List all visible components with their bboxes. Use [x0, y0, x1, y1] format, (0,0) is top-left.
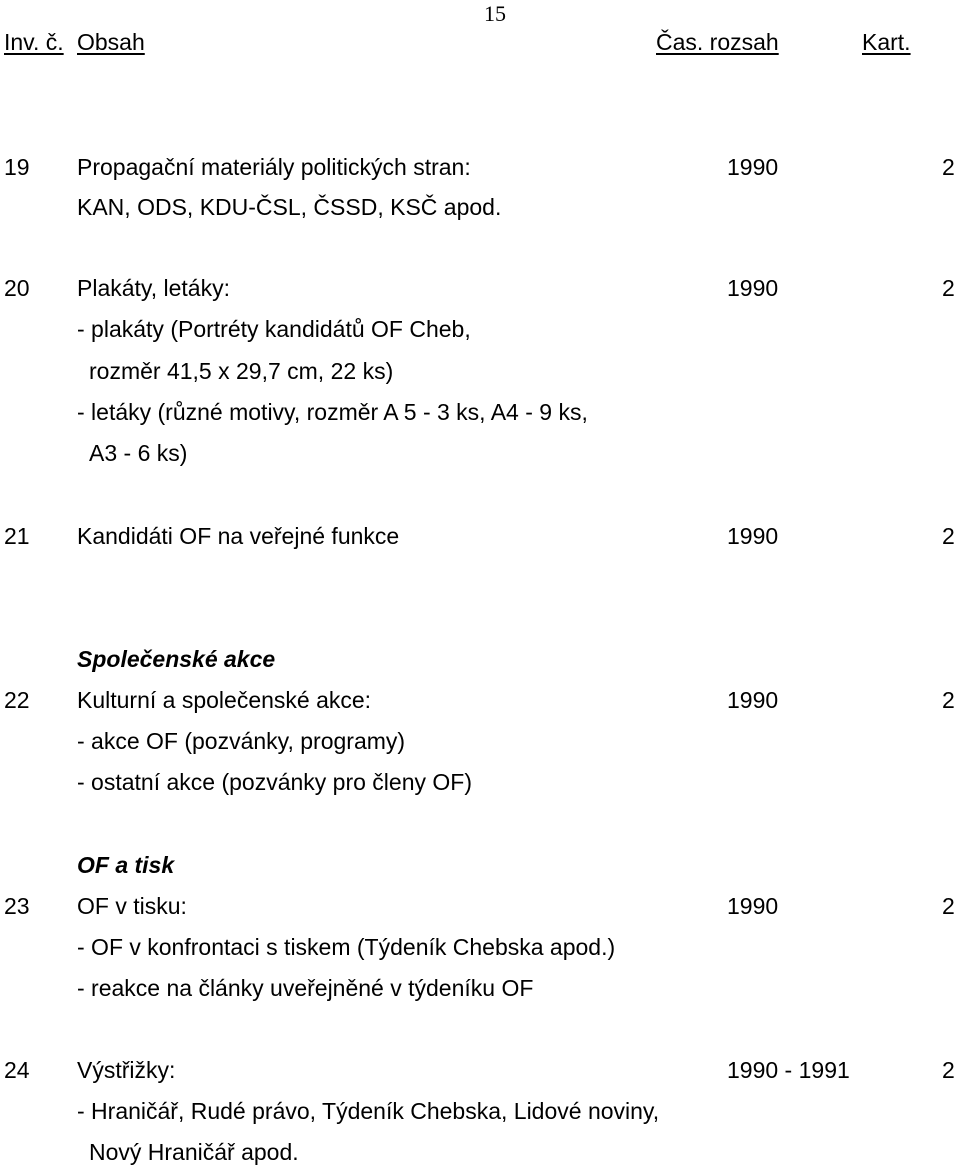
- entry-title: Kulturní a společenské akce:: [77, 687, 372, 713]
- entry-line: - letáky (různé motivy, rozměr A 5 - 3 ks, A4 - 9 ks,: [77, 399, 588, 425]
- entry-year: 1990: [727, 893, 779, 919]
- section-heading-spolecenske: Společenské akce: [77, 646, 276, 672]
- entry-number: 19: [4, 154, 30, 180]
- entry-number: 23: [4, 893, 30, 919]
- entry-number: 21: [4, 523, 30, 549]
- entry-kart: 2: [942, 687, 955, 713]
- entry-year: 1990: [727, 275, 779, 301]
- header-kart: Kart.: [862, 29, 911, 55]
- entry-title: Výstřižky:: [77, 1057, 176, 1083]
- header-inv: Inv. č.: [4, 29, 64, 55]
- entry-year: 1990: [727, 154, 779, 180]
- entry-number: 20: [4, 275, 30, 301]
- entry-kart: 2: [942, 523, 955, 549]
- header-obsah: Obsah: [77, 29, 145, 55]
- entry-line: KAN, ODS, KDU-ČSL, ČSSD, KSČ apod.: [77, 194, 502, 220]
- section-heading-tisk: OF a tisk: [77, 852, 175, 878]
- entry-line: - OF v konfrontaci s tiskem (Týdeník Chebska apod.): [77, 934, 616, 960]
- entry-number: 24: [4, 1057, 30, 1083]
- entry-line: - plakáty (Portréty kandidátů OF Cheb,: [77, 316, 471, 342]
- entry-title: Kandidáti OF na veřejné funkce: [77, 523, 400, 549]
- header-cas: Čas. rozsah: [656, 29, 779, 55]
- entry-year: 1990: [727, 523, 779, 549]
- entry-line: - Hraničář, Rudé právo, Týdeník Chebska, Lidové noviny,: [77, 1098, 660, 1124]
- entry-kart: 2: [942, 154, 955, 180]
- entry-kart: 2: [942, 275, 955, 301]
- entry-year: 1990 - 1991: [727, 1057, 850, 1083]
- entry-title: Propagační materiály politických stran:: [77, 154, 471, 180]
- entry-line: - reakce na články uveřejněné v týdeníku OF: [77, 975, 534, 1001]
- entry-title: Plakáty, letáky:: [77, 275, 230, 301]
- entry-number: 22: [4, 687, 30, 713]
- page-number: 15: [484, 1, 506, 26]
- entry-line: A3 - 6 ks): [89, 440, 188, 466]
- entry-line: - ostatní akce (pozvánky pro členy OF): [77, 769, 472, 795]
- entry-title: OF v tisku:: [77, 893, 187, 919]
- entry-kart: 2: [942, 893, 955, 919]
- entry-line: - akce OF (pozvánky, programy): [77, 728, 406, 754]
- entry-year: 1990: [727, 687, 779, 713]
- entry-kart: 2: [942, 1057, 955, 1083]
- entry-line: Nový Hraničář apod.: [89, 1139, 299, 1165]
- entry-line: rozměr 41,5 x 29,7 cm, 22 ks): [89, 358, 394, 384]
